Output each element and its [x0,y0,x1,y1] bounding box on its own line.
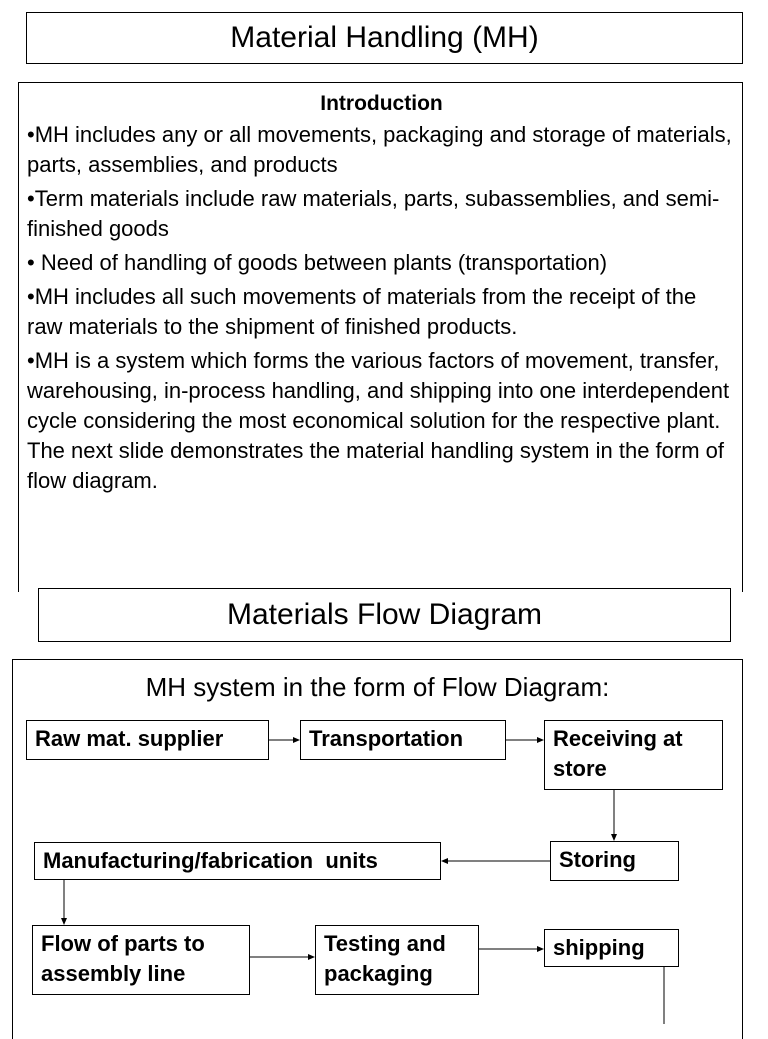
bullet-3: • Need of handling of goods between plants (transportation) [27,250,608,275]
bullet-2: •Term materials include raw materials, parts, subassemblies, and semi-finished goods [27,186,720,241]
node-raw-material-supplier [26,720,269,760]
node-testing-packaging [315,925,479,995]
node-manufacturing-label: Manufacturing/fabrication units [43,848,378,873]
node-manufacturing-units [34,842,441,880]
bullet-4: •MH includes all such movements of materials from the receipt of the raw materials to the shipment of finished products. [27,284,697,339]
node-flow-line2: assembly line [41,961,186,986]
slide2-title [38,588,731,642]
node-flow-line1: Flow of parts to [41,931,205,956]
node-storing [550,841,679,881]
node-transportation [300,720,506,760]
node-testing-line1: Testing and [324,931,446,956]
flow-subtitle: MH system in the form of Flow Diagram: [145,672,610,702]
node-receiving-at-store [544,720,723,790]
bullet-1: •MH includes any or all movements, packaging and storage of materials, parts, assemblies, and products [27,122,732,177]
node-testing-line2: packaging [324,961,433,986]
slide1-title [26,12,743,64]
node-storing-label: Storing [559,847,636,872]
node-shipping-label: shipping [553,935,645,960]
node-receiving-line2: store [553,756,607,781]
intro-heading: Introduction [320,92,443,115]
bullet-5: •MH is a system which forms the various factors of movement, transfer, warehousing, in-process handling, and shipping into one interdependent cycle considering the most economical solution for the respective plant. The next slide demonstrates the material handling system in the form of flow diagram. [27,348,730,493]
slide1-title-text: Material Handling (MH) [230,21,539,54]
slide2-title-text: Materials Flow Diagram [226,598,543,631]
node-receiving-line1: Receiving at [553,726,683,751]
node-raw-label: Raw mat. supplier [35,726,224,751]
node-shipping [544,929,679,967]
node-transport-label: Transportation [309,726,464,751]
slide1-body [18,82,743,592]
node-flow-to-assembly [32,925,250,995]
